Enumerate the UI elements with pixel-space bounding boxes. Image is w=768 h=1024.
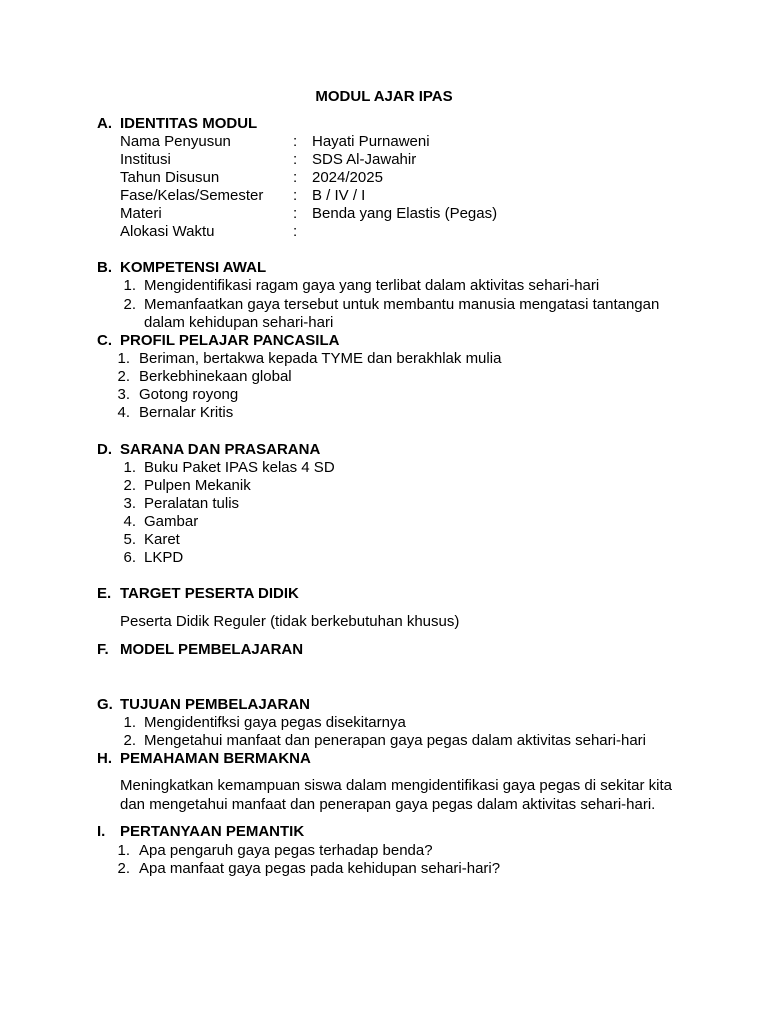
identity-label: Institusi bbox=[120, 151, 171, 168]
section-letter-f: F. bbox=[97, 641, 109, 658]
list-number: 1. bbox=[123, 277, 136, 294]
list-item: Mengidentifksi gaya pegas disekitarnya bbox=[144, 714, 406, 731]
identity-value: B / IV / I bbox=[312, 187, 366, 204]
pemahaman-paragraph-line: dan mengetahui manfaat dan penerapan gaya pegas dalam aktivitas sehari-hari. bbox=[120, 796, 656, 813]
list-item: Apa manfaat gaya pegas pada kehidupan sehari-hari? bbox=[139, 860, 501, 877]
list-number: 1. bbox=[117, 350, 130, 367]
section-heading-profil: PROFIL PELAJAR PANCASILA bbox=[120, 332, 340, 349]
identity-label: Materi bbox=[120, 205, 162, 222]
document-title: MODUL AJAR IPAS bbox=[315, 88, 453, 105]
section-letter-b: B. bbox=[97, 259, 112, 276]
list-item: Peralatan tulis bbox=[144, 495, 240, 512]
section-letter-h: H. bbox=[97, 750, 112, 767]
list-number: 3. bbox=[123, 495, 136, 512]
list-item: Mengidentifikasi ragam gaya yang terlibat dalam aktivitas sehari-hari bbox=[144, 277, 600, 294]
list-item: Apa pengaruh gaya pegas terhadap benda? bbox=[139, 842, 433, 859]
list-number: 6. bbox=[123, 549, 136, 566]
pemahaman-paragraph-line: Meningkatkan kemampuan siswa dalam mengidentifikasi gaya pegas di sekitar kita bbox=[120, 777, 672, 794]
list-item: Bernalar Kritis bbox=[139, 404, 234, 421]
section-heading-sarana: SARANA DAN PRASARANA bbox=[120, 441, 321, 458]
list-item: Pulpen Mekanik bbox=[144, 477, 251, 494]
identity-separator: : bbox=[293, 133, 298, 150]
identity-separator: : bbox=[293, 187, 298, 204]
section-heading-identitas: IDENTITAS MODUL bbox=[120, 115, 258, 132]
list-number: 5. bbox=[123, 531, 136, 548]
list-item: Memanfaatkan gaya tersebut untuk membantu manusia mengatasi tantangan bbox=[144, 296, 660, 313]
list-item: Gambar bbox=[144, 513, 199, 530]
section-heading-tujuan: TUJUAN PEMBELAJARAN bbox=[120, 696, 311, 713]
list-number: 4. bbox=[123, 513, 136, 530]
identity-label: Alokasi Waktu bbox=[120, 223, 215, 240]
section-heading-target: TARGET PESERTA DIDIK bbox=[120, 585, 299, 602]
list-item: Berkebhinekaan global bbox=[139, 368, 292, 385]
identity-label: Fase/Kelas/Semester bbox=[120, 187, 264, 204]
list-number: 2. bbox=[117, 860, 130, 877]
list-item: Beriman, bertakwa kepada TYME dan berakhlak mulia bbox=[139, 350, 502, 367]
identity-label: Tahun Disusun bbox=[120, 169, 220, 186]
list-number: 4. bbox=[117, 404, 130, 421]
section-heading-pertanyaan: PERTANYAAN PEMANTIK bbox=[120, 823, 305, 840]
list-item: Buku Paket IPAS kelas 4 SD bbox=[144, 459, 335, 476]
list-item: LKPD bbox=[144, 549, 184, 566]
identity-value: SDS Al-Jawahir bbox=[312, 151, 417, 168]
list-item: Mengetahui manfaat dan penerapan gaya pegas dalam aktivitas sehari-hari bbox=[144, 732, 646, 749]
list-number: 1. bbox=[117, 842, 130, 859]
list-item: Gotong royong bbox=[139, 386, 239, 403]
list-number: 2. bbox=[123, 732, 136, 749]
identity-value: 2024/2025 bbox=[312, 169, 383, 186]
identity-value: Hayati Purnaweni bbox=[312, 133, 430, 150]
section-heading-model: MODEL PEMBELAJARAN bbox=[120, 641, 304, 658]
section-letter-i: I. bbox=[97, 823, 106, 840]
identity-label: Nama Penyusun bbox=[120, 133, 231, 150]
list-number: 3. bbox=[117, 386, 130, 403]
section-letter-e: E. bbox=[97, 585, 112, 602]
section-letter-d: D. bbox=[97, 441, 112, 458]
identity-separator: : bbox=[293, 223, 298, 240]
list-number: 2. bbox=[117, 368, 130, 385]
list-item-continuation: dalam kehidupan sehari-hari bbox=[144, 314, 334, 331]
list-item: Karet bbox=[144, 531, 180, 548]
identity-separator: : bbox=[293, 205, 298, 222]
target-paragraph: Peserta Didik Reguler (tidak berkebutuhan khusus) bbox=[120, 613, 460, 630]
section-letter-c: C. bbox=[97, 332, 112, 349]
section-heading-kompetensi: KOMPETENSI AWAL bbox=[120, 259, 267, 276]
identity-separator: : bbox=[293, 169, 298, 186]
identity-separator: : bbox=[293, 151, 298, 168]
list-number: 1. bbox=[123, 459, 136, 476]
section-letter-g: G. bbox=[97, 696, 113, 713]
list-number: 2. bbox=[123, 296, 136, 313]
section-heading-pemahaman: PEMAHAMAN BERMAKNA bbox=[120, 750, 311, 767]
list-number: 1. bbox=[123, 714, 136, 731]
section-letter-a: A. bbox=[97, 115, 112, 132]
identity-value: Benda yang Elastis (Pegas) bbox=[312, 205, 498, 222]
list-number: 2. bbox=[123, 477, 136, 494]
